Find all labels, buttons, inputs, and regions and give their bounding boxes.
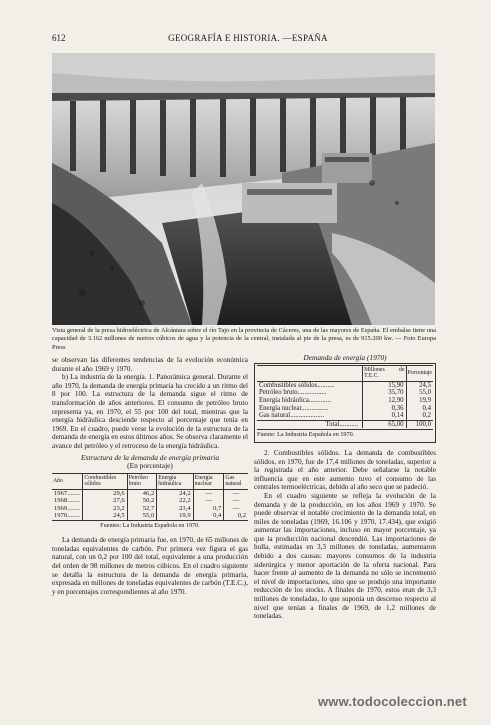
table-row [52,512,248,520]
table-row [257,405,433,413]
right-column [254,354,436,621]
table-cell: 65,00 [363,420,406,428]
table-cell: 0,2 [406,412,433,420]
column-header: Combustibles sólidos [83,473,127,489]
column-header: Porcentaje [406,365,433,381]
table-cell: 0,14 [363,412,406,420]
energy-demand-box [254,363,436,443]
table-row [257,389,433,397]
table-title: Demanda de energía (1970) [303,353,387,362]
paragraph: se observan las diferentes tendencias de la evolución económica durante el año 1969 y 1970. [52,356,248,373]
photo-caption: Vista general de la presa hidroeléctrica de Alcántara sobre el río Tajo en la provincia de Cáceres, una de las mayores de España. El embalse tiene una capacidad de 3.162 millones de metros cúbicos de agua y la potencia de la central, instalada al pie de la presa, es de 915.200 kw. — Foto Europa Press [52,327,436,351]
table-cell: 52,7 [127,505,157,512]
table-cell: 23,4 [157,505,193,512]
energy-demand-table [257,365,433,429]
table-cell: Combustibles sólidos.......... [259,381,335,389]
table-cell: 23,2 [83,505,127,512]
table-cell: 35,70 [363,389,406,397]
table-row [257,412,433,420]
table-row [52,505,248,512]
column-header: Energía nuclear [193,473,224,489]
table-cell: 100,0 [406,420,433,428]
table-subtitle: (En porcentaje) [127,461,173,471]
paragraph: b) La industria de la energía. 1. Panorámica general. Durante el año 1970, la demanda de energía primaria ha crecido a un ritmo del 8 por 100. La estructura de la demanda sigue el ritmo de transformación de años anteriores. El consumo de petróleo bruto representa ya, en 1970, el 55 por 100 del total, mientras que la energía hidráulica desciende respecto al porcentaje que tenía en 1969. En el cuadro, puede verse la evolución de la estructura de la demanda de energía en estos últimos años. Se observa claramente el avance del petróleo y el retroceso de la energía hidráulica. [52,373,248,450]
paragraph: La demanda de energía primaria fue, en 1970, de 65 millones de toneladas equivalentes de carbón. Por primera vez figura el gas natural, con un 0,2 por 100 del total, equivalente a una producción del orden de 98 millones de metros cúbicos. En el cuadro siguiente se detalla la estructura de la demanda de energía primaria, expresada en millones de toneladas equivalentes de carbón (T.E.C.), y en porcentajes correspondientes al año 1970. [52,536,248,596]
table-cell: 22,2 [157,497,193,504]
page-number: 612 [52,33,66,43]
table-cell: 24,2 [157,489,193,497]
table-total-row [257,420,433,428]
table-cell: 24,5 [83,512,127,520]
table-cell: Gas natural.................... [259,412,325,420]
column-header: Energía hidráulica [157,473,193,489]
table-cell: — [193,489,224,497]
table-source: Fuentes: La Industria Española en 1970. [100,521,200,529]
table-cell: Energía hidráulica............. [259,396,331,404]
table-cell: 19,9 [157,512,193,520]
table-cell: 50,2 [127,497,157,504]
table-cell: 1969........ [54,504,81,512]
table-row [257,381,433,389]
column-header: Gas natural [224,473,248,489]
table-cell: 27,6 [83,497,127,504]
column-header: Año [52,473,83,489]
table-cell: 1968........ [54,497,81,505]
watermark: www.todocoleccion.net [318,694,467,709]
table-cell: 55,0 [406,389,433,397]
table-cell: — [224,505,248,512]
table-cell: 24,5 [406,381,433,389]
table-row [52,497,248,504]
left-column [52,356,248,596]
table-cell: Petróleo bruto................. [259,389,327,397]
table-cell: 19,9 [406,397,433,405]
energy-structure-table [52,473,248,521]
dam-photo [52,53,435,325]
table-cell: — [224,489,248,497]
paragraph: En el cuadro siguiente se refleja la evolución de la demanda y de la producción, en los años 1969 y 1970. Se puede observar el notable crecimiento de la demanda total, en miles de toneladas (1969, 16.106 y 1970, 17.434), que exigió aumentar las importaciones, incluso en mayor porcentaje, ya que la producción nacional descendió. Las importaciones de hulla, estimadas en 3,3 millones de toneladas, aumentaron debido a dos causas: mayores consumos de la industria siderúrgica y menor aportación de la oferta nacional. Para hacer frente al aumento de la demanda no sólo se incrementó el nivel de importaciones, sino que se produjo una importante reducción de los stocks. A finales de 1970, estos eran de 3,3 millones de toneladas, lo que suponía un descenso respecto al nivel que tenían a finales de 1969, de 1,2 millones de toneladas. [254,491,436,621]
table-cell: 0,2 [224,512,248,520]
table-title: Estructura de la demanda de energía primaria [80,452,220,462]
table-cell: 0,4 [193,512,224,520]
table-cell: 1970........ [52,512,83,520]
table-row [257,397,433,405]
table-cell: 1967........ [54,489,81,497]
column-header: Millones de T.E.C. [363,365,406,381]
table-cell: Energía nuclear................ [259,404,329,412]
table-cell: 12,90 [363,397,406,405]
table-cell: Total........... [257,420,363,428]
table-cell: 29,6 [83,489,127,497]
paragraph: 2. Combustibles sólidos. La demanda de combustibles sólidos, en 1970, fue de 17,4 millones de toneladas, superior a la registrada el año anterior. Debe señalarse la notable influencia que en este aumento tuvo el consumo de las centrales termoeléctricas, debido al año seco que se padeció. [254,448,436,492]
table-row [52,489,248,497]
table-cell: 0,4 [406,405,433,413]
table-source: Fuente: La Industria Española en 1970. [257,429,433,440]
running-title: GEOGRAFÍA E HISTORIA. —ESPAÑA [168,33,328,43]
table-cell: 15,90 [363,381,406,389]
table-cell: 0,7 [193,505,224,512]
table-cell: 0,36 [363,405,406,413]
table-cell: 55,0 [127,512,157,520]
table-cell: — [224,497,248,504]
page-header [52,33,444,47]
column-header [257,365,363,381]
table-cell: 46,2 [127,489,157,497]
column-header: Petróleo bruto [127,473,157,489]
table-cell: — [193,497,224,504]
